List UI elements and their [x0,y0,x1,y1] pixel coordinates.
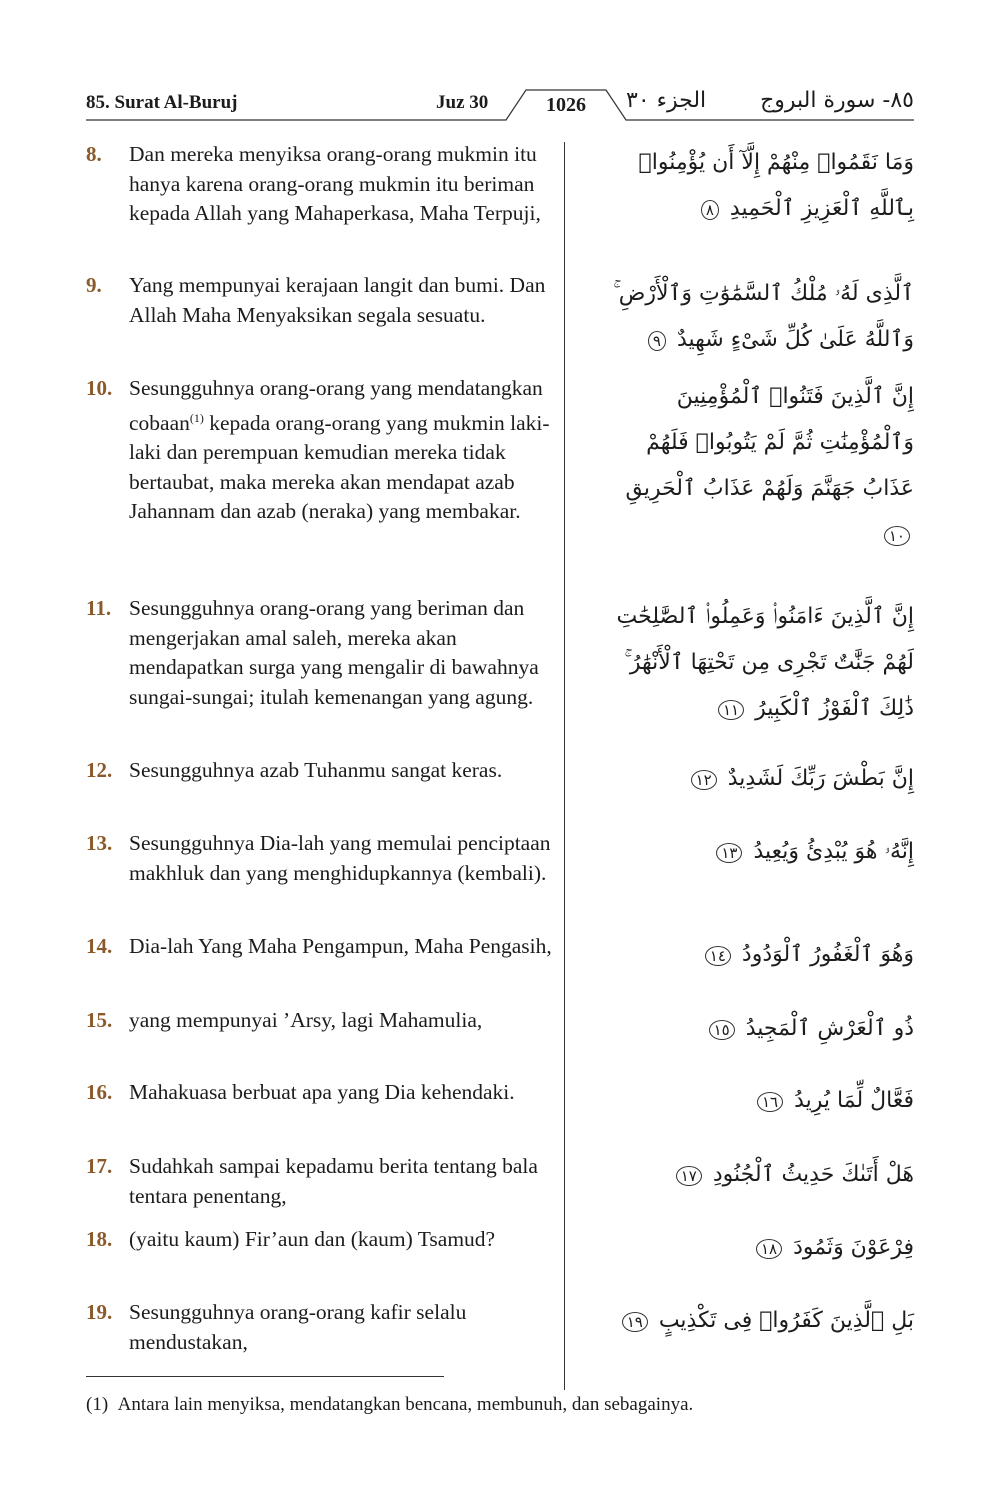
verse-arabic [594,1225,914,1272]
arabic-text: إِنَّ ٱلَّذِينَ ءَامَنُوا۟ وَعَمِلُوا۟ ٱلصَّٰلِحَٰتِ لَهُمْ جَنَّٰتٌ تَجْرِى مِن تَحْتِهَا ٱلْأَنْهَٰرُ ۚ ذَٰلِكَ ٱلْفَوْزُ ٱلْكَبِيرُ [616,604,914,721]
verse-arabic [594,932,914,979]
ayah-marker-icon: ١١ [718,700,744,720]
verse-arabic [594,756,914,803]
verse-arabic [594,1078,914,1125]
column-divider [564,142,565,1390]
ayah-marker-icon: ١٢ [691,770,717,790]
page-header [86,80,914,130]
verse-arabic [594,1152,914,1199]
ayah-marker-icon: ١٩ [622,1312,648,1332]
verse-arabic [594,140,914,233]
footnote [86,1394,693,1416]
verse-translation: Sesungguhnya Dia-lah yang memulai penciptaan makhluk dan yang menghidupkannya (kembali). [129,831,551,885]
verse-translation: Mahakuasa berbuat apa yang Dia kehendaki. [129,1080,515,1104]
verse-number: 11. [86,596,112,620]
verse-arabic [594,829,914,876]
arabic-text: إِنَّ ٱلَّذِينَ فَتَنُوا۟ ٱلْمُؤْمِنِينَ وَٱلْمُؤْمِنَٰتِ ثُمَّ لَمْ يَتُوبُوا۟ فَلَهُمْ عَذَابُ جَهَنَّمَ وَلَهُمْ عَذَابُ ٱلْحَرِيقِ [625,384,914,501]
verse-number: 12. [86,758,113,782]
arabic-text: هَلْ أَتَىٰكَ حَدِيثُ ٱلْجُنُودِ [712,1162,914,1187]
ayah-marker-icon: ١٨ [756,1239,782,1259]
footnote-text: Antara lain menyiksa, mendatangkan bencana, membunuh, dan sebagainya. [117,1394,694,1415]
footnote-divider [86,1376,444,1377]
footnote-marker: (1) [86,1394,109,1415]
footnote-ref[interactable]: (1) [189,410,204,425]
translation-part: kepada orang-orang yang mukmin laki-laki dan perempuan kemudian mereka tidak bertaubat, maka mereka akan mendapat azab Jahannam dan azab (neraka) yang membakar. [129,410,550,524]
verse-translation: Yang mempunyai kerajaan langit dan bumi. Dan Allah Maha Menyaksikan segala sesuatu. [129,273,546,327]
verse-translation: Sesungguhnya azab Tuhanmu sangat keras. [129,758,503,782]
verse-number: 10. [86,376,113,400]
ayah-marker-icon: ١٤ [705,946,731,966]
ayah-marker-icon: ١٣ [716,843,742,863]
verse-number: 19. [86,1300,113,1324]
juz-label-latin: Juz 30 [436,92,489,113]
verse-number: 15. [86,1008,113,1032]
verse-translation: Sesungguhnya orang-orang yang beriman dan mengerjakan amal saleh, mereka akan mendapatkan surga yang mengalir di bawahnya sungai-sungai; itulah kemenangan yang agung. [129,596,539,709]
juz-label-arabic: الجزء ٣٠ [626,88,707,113]
surah-title-latin: 85. Surat Al-Buruj [86,92,238,113]
arabic-text: إِنَّهُۥ هُوَ يُبْدِئُ وَيُعِيدُ [753,839,914,864]
verse-translation: (yaitu kaum) Fir’aun dan (kaum) Tsamud? [129,1227,496,1251]
arabic-text: ذُو ٱلْعَرْشِ ٱلْمَجِيدُ [745,1016,914,1041]
verse-translation: Sudahkah sampai kepadamu berita tentang bala tentara penentang, [129,1154,538,1208]
verse-arabic [594,374,914,559]
verse-arabic [594,1298,914,1345]
verse-arabic [594,271,914,364]
surah-title-arabic: ٨٥- سورة البروج [760,88,914,113]
verse-translation: yang mempunyai ’Arsy, lagi Mahamulia, [129,1008,483,1032]
verse-arabic [594,594,914,733]
verse-number: 18. [86,1227,113,1251]
ayah-marker-icon: ١٧ [676,1166,702,1186]
verse-number: 8. [86,142,102,166]
ayah-marker-icon: ١٥ [709,1020,735,1040]
ayah-marker-icon: ١٦ [757,1092,783,1112]
page-number: 1026 [546,94,586,116]
verse-number: 16. [86,1080,113,1104]
verse-translation: Dia-lah Yang Maha Pengampun, Maha Pengasih, [129,934,552,958]
verse-translation: Sesungguhnya orang-orang kafir selalu mendustakan, [129,1300,467,1354]
arabic-text: وَهُوَ ٱلْغَفُورُ ٱلْوَدُودُ [741,942,914,967]
arabic-text: وَمَا نَقَمُوا۟ مِنْهُمْ إِلَّآ أَن يُؤْمِنُوا۟ بِٱللَّهِ ٱلْعَزِيزِ ٱلْحَمِيدِ [638,150,914,221]
verse-number: 14. [86,934,113,958]
arabic-text: ٱلَّذِى لَهُۥ مُلْكُ ٱلسَّمَٰوَٰتِ وَٱلْأَرْضِ ۚ وَٱللَّهُ عَلَىٰ كُلِّ شَىْءٍ شَهِيدٌ [613,281,914,352]
translation-part: Sesungguhnya orang-orang yang mendatangkan cobaan [129,376,543,435]
verse-translation: Dan mereka menyiksa orang-orang mukmin itu hanya karena orang-orang mukmin itu beriman kepada Allah yang Mahaperkasa, Maha Terpuji, [129,142,541,225]
ayah-marker-icon: ٨ [701,200,719,220]
ayah-marker-icon: ٩ [648,331,666,351]
arabic-text: فَعَّالٌ لِّمَا يُرِيدُ [794,1088,914,1113]
verse-number: 17. [86,1154,113,1178]
verse-arabic [594,1006,914,1053]
ayah-marker-icon: ١٠ [884,526,910,546]
arabic-text: بَلِ ٱلَّذِينَ كَفَرُوا۟ فِى تَكْذِيبٍ [658,1308,914,1333]
verse-number: 13. [86,831,113,855]
arabic-text: فِرْعَوْنَ وَثَمُودَ [793,1235,914,1260]
verse-number: 9. [86,273,102,297]
verse-translation [129,374,554,527]
arabic-text: إِنَّ بَطْشَ رَبِّكَ لَشَدِيدٌ [727,766,914,791]
